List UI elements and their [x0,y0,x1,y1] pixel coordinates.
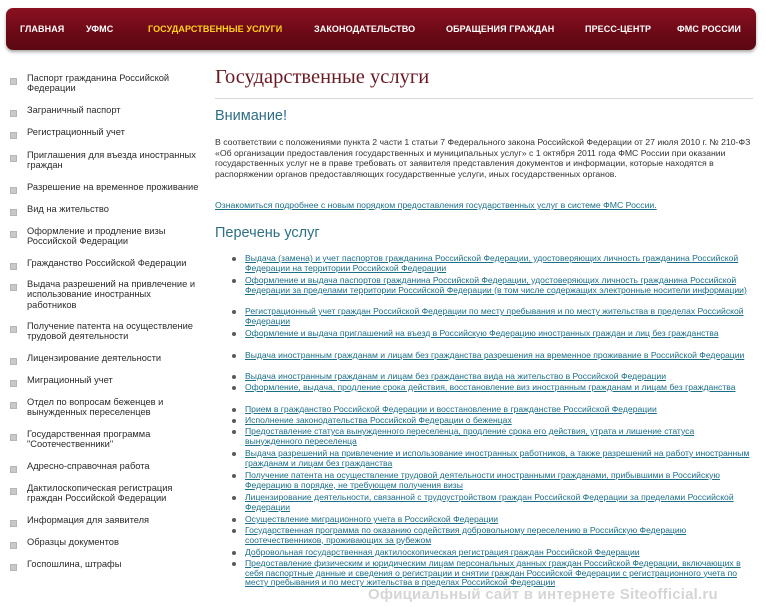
bullet-icon [10,110,17,117]
services-heading: Перечень услуг [215,225,320,241]
nav-item-gov-services[interactable]: ГОСУДАРСТВЕННЫЕ УСЛУГИ [148,24,283,34]
title-divider [215,98,753,99]
bullet-icon [232,332,236,336]
bullet-icon [232,257,236,261]
bullet-icon [10,187,17,194]
bullet-icon [10,358,17,365]
bullet-icon [232,430,236,434]
bullet-icon [232,354,236,358]
bullet-icon [232,529,236,533]
sidebar-item-label: Государственная программа "Соотечественники" [27,429,151,450]
sidebar-item-label: Приглашения для въезда иностранных граждан [27,150,196,171]
service-link[interactable]: Осуществление миграционного учета в Российской Федерации [245,514,499,524]
sidebar-item-label: Гражданство Российской Федерации [27,258,187,268]
service-link[interactable]: Регистрационный учет граждан Российской Федерации по месту пребывания и по месту жительства в пределах Российской Федерации [245,306,744,326]
service-link[interactable]: Предоставление статуса вынужденного переселенца, продление срока его действия, утрата и лишение статуса вынужденного переселенца [245,426,695,446]
service-link[interactable]: Оформление, выдача, продление срока действия, восстановление виз иностранным гражданам и лицам без гражданства [245,382,736,392]
service-link[interactable]: Лицензирование деятельности, связанной с трудоустройством граждан Российской Федерации за пределами Российской Федерации [245,492,734,512]
nav-item-press-center[interactable]: ПРЕСС-ЦЕНТР [585,24,652,34]
sidebar-item-label: Лицензирование деятельности [27,353,162,363]
bullet-icon [232,279,236,283]
bullet-icon [232,518,236,522]
sidebar-item-label: Госпошлина, штрафы [27,559,122,569]
bullet-icon [232,419,236,423]
nav-item-citizen-appeals[interactable]: ОБРАЩЕНИЯ ГРАЖДАН [446,24,555,34]
attention-text: В соответствии с положениями пункта 2 части 1 статьи 7 Федерального закона Российской Федерации от 27 июля 2010 г. № 210-ФЗ «Об организации предоставления государственных и муниципальных услуг» с 1 октября 2011 года ФМС России при оказании государственных услуг не в праве требовать от заявителя представления документов и информации, которые находятся в распоряжении органов предоставляющих государственные услуги, иных государственных органов. [215,137,751,179]
nav-item-home[interactable]: ГЛАВНАЯ [20,24,65,34]
bullet-icon [10,380,17,387]
bullet-icon [10,520,17,527]
sidebar-item-label: Миграционный учет [27,375,113,385]
sidebar-item-label: Дактилоскопическая регистрация граждан Российской Федерации [27,483,173,504]
sidebar-item-label: Образцы документов [27,537,119,547]
sidebar-item-label: Заграничный паспорт [27,105,121,115]
service-link[interactable]: Добровольная государственная дактилоскопическая регистрация граждан Российской Федерации [245,547,640,557]
sidebar-item-label: Информация для заявителя [27,515,150,525]
service-link[interactable]: Прием в гражданство Российской Федерации и восстановление в гражданстве Российской Федерации [245,404,657,414]
bullet-icon [232,386,236,390]
attention-heading: Внимание! [215,108,288,124]
sidebar-item-label: Получение патента на осуществление трудовой деятельности [27,321,193,342]
top-navigation [6,8,756,50]
sidebar-item-label: Оформление и продление визы Российской Федерации [27,226,166,247]
sidebar-item-label: Разрешение на временное проживание [27,182,199,192]
service-link[interactable]: Оформление и выдача приглашений на въезд в Российскую Федерацию иностранных граждан и лиц без гражданства [245,328,719,338]
bullet-icon [10,488,17,495]
service-link[interactable]: Выдача иностранным гражданам и лицам без гражданства вида на жительство в Российской Федерации [245,371,666,381]
nav-item-ufms[interactable]: УФМС [86,24,114,34]
bullet-icon [10,155,17,162]
nav-item-legislation[interactable]: ЗАКОНОДАТЕЛЬСТВО [314,24,416,34]
bullet-icon [10,542,17,549]
bullet-icon [232,408,236,412]
sidebar-item-label: Паспорт гражданина Российской Федерации [27,73,170,94]
more-info-link[interactable]: Ознакомиться подробнее с новым порядком предоставления государственных услуг в системе ФМС России. [215,200,657,210]
service-link[interactable]: Предоставление физическим и юридическим лицам персональных данных граждан Российской Федерации, включающих в себя паспортные данные и сведения о регистрации и снятии граждан Российской Федерации с регистрационного учета по месту пребывания и по месту жительства в пределах Российской Федерации [245,558,741,588]
bullet-icon [232,452,236,456]
bullet-icon [10,231,17,238]
page-title: Государственные услуги [215,66,430,88]
bullet-icon [232,310,236,314]
bullet-icon [10,326,17,333]
bullet-icon [232,474,236,478]
bullet-icon [10,263,17,270]
service-link[interactable]: Оформление и выдача паспортов гражданина Российской Федерации, удостоверяющих личность гражданина Российской Федерации за пределами территории Российской Федерации (в том числе содержащих электронные носители информации) [245,275,747,295]
bullet-icon [10,132,17,139]
bullet-icon [10,209,17,216]
sidebar-item-label: Адресно-справочная работа [27,461,150,471]
sidebar-item-label: Регистрационный учет [27,127,125,137]
bullet-icon [10,434,17,441]
bullet-icon [232,496,236,500]
service-link[interactable]: Государственная программа по оказанию содействия добровольному переселению в Российскую Федерацию соотечественников, проживающих за рубежом [245,525,687,545]
service-link[interactable]: Получение патента на осуществление трудовой деятельности иностранными гражданами, прибывшими в Российскую Федерацию в порядке, не требующем получения визы [245,470,720,490]
sidebar-item-label: Отдел по вопросам беженцев и вынужденных переселенцев [27,397,164,418]
service-link[interactable]: Выдача иностранным гражданам и лицам без гражданства разрешения на временное проживание в Российской Федерации [245,350,745,360]
service-link[interactable]: Выдача разрешений на привлечение и использование иностранных работников, а также разрешений на работу иностранным гражданам и лицам без гражданства [245,448,750,468]
service-link[interactable]: Выдача (замена) и учет паспортов гражданина Российской Федерации, удостоверяющих личность гражданина Российской Федерации на территории Российской Федерации [245,253,739,273]
bullet-icon [232,562,236,566]
bullet-icon [10,402,17,409]
bullet-icon [10,284,17,291]
watermark: Официальный сайт в интернете Siteofficial.ru [368,586,718,603]
bullet-icon [232,551,236,555]
bullet-icon [10,564,17,571]
sidebar-item-label: Выдача разрешений на привлечение и использование иностранных работников [27,279,196,310]
nav-item-fms-russia[interactable]: ФМС РОССИИ [677,24,741,34]
bullet-icon [10,466,17,473]
sidebar-item-label: Вид на жительство [27,204,109,214]
bullet-icon [232,375,236,379]
bullet-icon [10,78,17,85]
service-link[interactable]: Исполнение законодательства Российской Федерации о беженцах [245,415,512,425]
